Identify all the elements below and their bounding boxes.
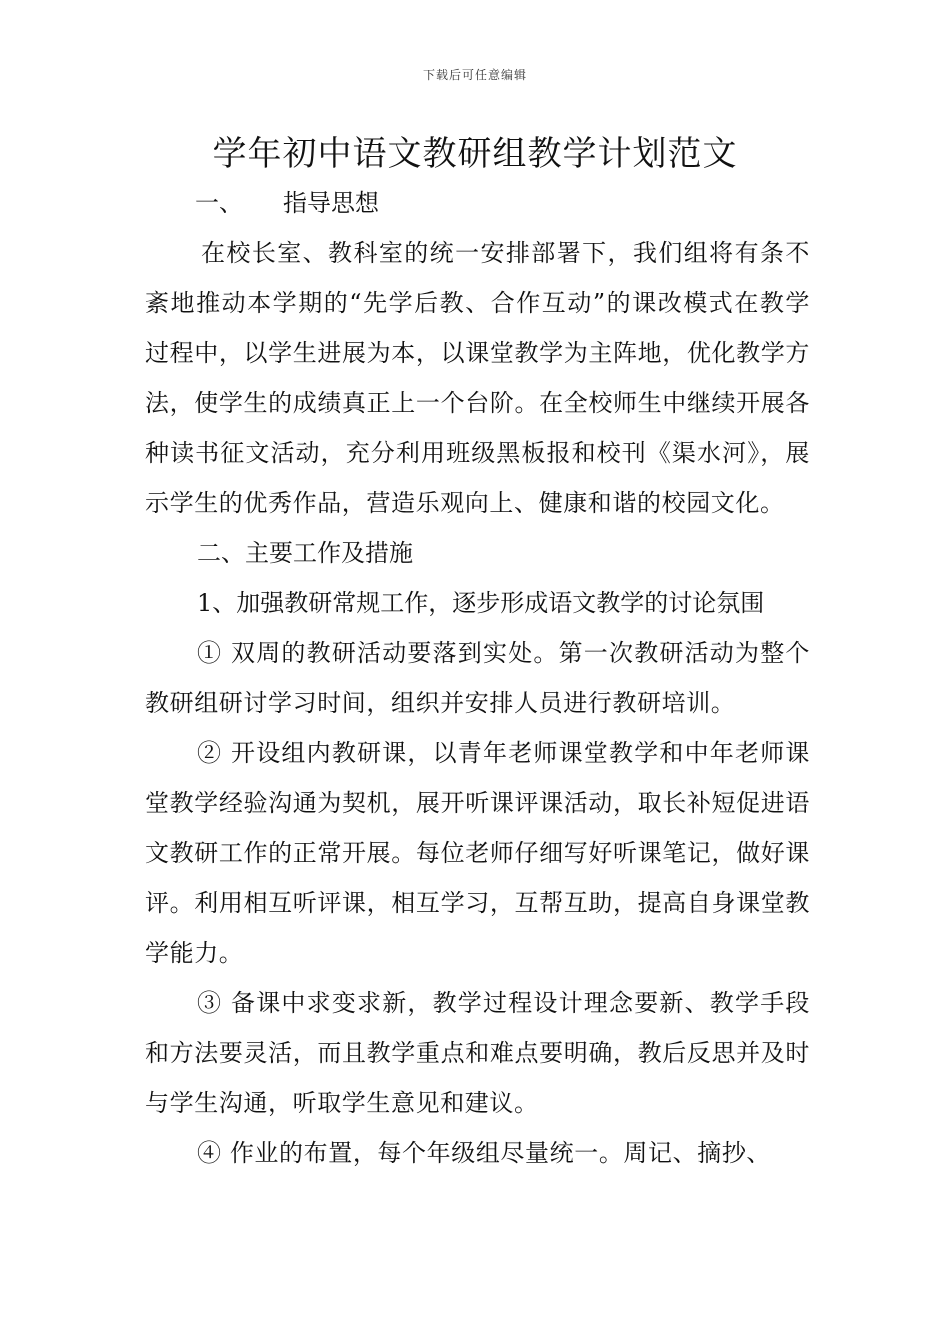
document-title: 学年初中语文教研组教学计划范文 xyxy=(212,134,738,174)
subsection-heading-teaching-research: 1、加强教研常规工作，逐步形成语文教学的讨论氛围 xyxy=(197,589,765,617)
list-item: ③ 备课中求变求新，教学过程设计理念要新、教学手段和方法要灵活，而且教学重点和难点要明确，教后反思并及时与学生沟通，听取学生意见和建议。 xyxy=(145,989,810,1117)
list-item: ① 双周的教研活动要落到实处。第一次教研活动为整个教研组研讨学习时间，组织并安排人员进行教研培训。 xyxy=(145,639,810,717)
document-body xyxy=(145,178,810,1178)
paragraph-guiding-ideology: 在校长室、教科室的统一安排部署下，我们组将有条不紊地推动本学期的“先学后教、合作互动”的课改模式在教学过程中，以学生进展为本，以课堂教学为主阵地，优化教学方法，使学生的成绩真正上一个台阶。在全校师生中继续开展各种读书征文活动，充分利用班级黑板报和校刊《渠水河》，展示学生的优秀作品，营造乐观向上、健康和谐的校园文化。 xyxy=(145,239,810,517)
list-item: ② 开设组内教研课，以青年老师课堂教学和中年老师课堂教学经验沟通为契机，展开听课评课活动，取长补短促进语文教研工作的正常开展。每位老师仔细写好听课笔记，做好课评。利用相互听评课，相互学习，互帮互助，提高自身课堂教学能力。 xyxy=(145,739,810,967)
section-heading-main-work: 二、主要工作及措施 xyxy=(197,539,413,567)
list-item: ④ 作业的布置，每个年级组尽量统一。周记、摘抄、 xyxy=(197,1139,772,1167)
section-heading-text: 指导思想 xyxy=(283,189,379,217)
header-note: 下载后可任意编辑 xyxy=(422,68,527,82)
section-heading-guiding-ideology xyxy=(145,178,810,228)
section-number: 一、 xyxy=(195,189,243,217)
